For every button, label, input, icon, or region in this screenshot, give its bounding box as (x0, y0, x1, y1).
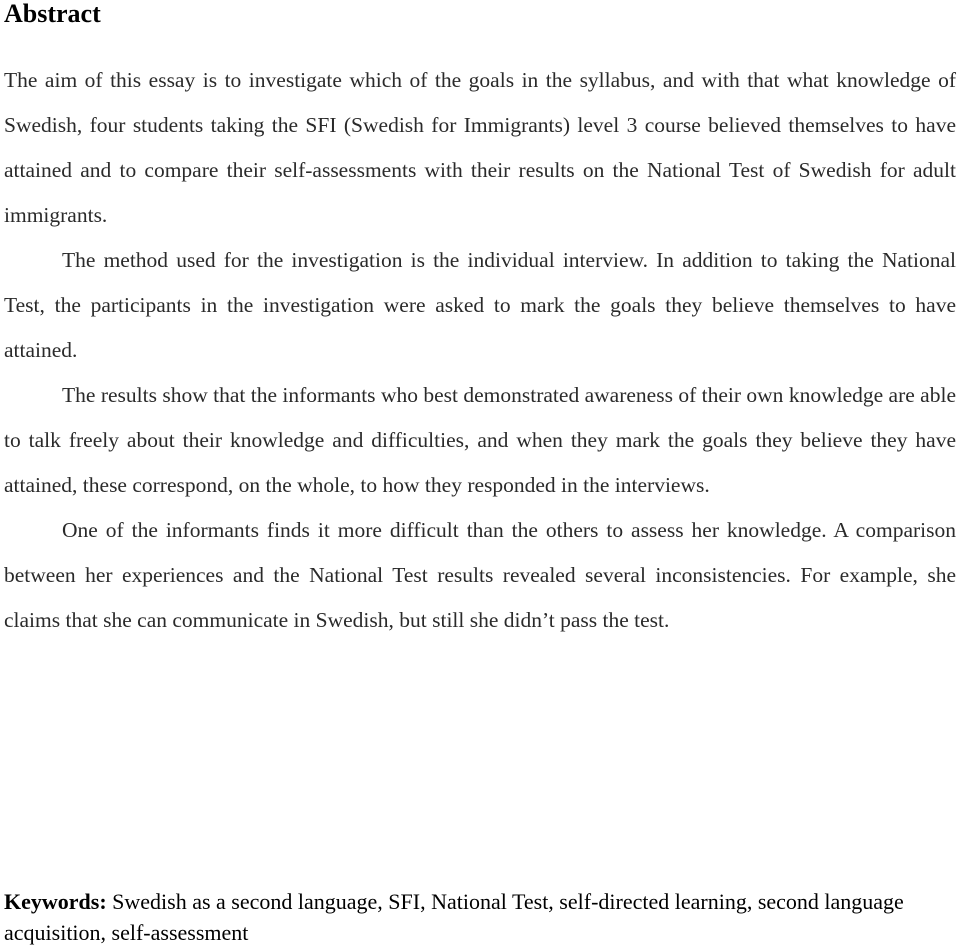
abstract-heading: Abstract (4, 0, 101, 28)
abstract-paragraph-results: The results show that the informants who best demonstrated awareness of their own knowledge are able to talk freely about their knowledge and difficulties, and when they mark the goals they believe they have attained, these correspond, on the whole, to how they responded in the interviews. (4, 383, 956, 497)
abstract-paragraph-informant: One of the informants finds it more difficult than the others to assess her knowledge. A comparison between her experiences and the National Test results revealed several inconsistencies. For example, she claims that she can communicate in Swedish, but still she didn’t pass the test. (4, 518, 956, 632)
abstract-paragraph-method: The method used for the investigation is the individual interview. In addition to taking the National Test, the participants in the investigation were asked to mark the goals they believe themselves to have attained. (4, 248, 956, 362)
document-page (4, 0, 956, 948)
abstract-paragraph-aim: The aim of this essay is to investigate which of the goals in the syllabus, and with that what knowledge of Swedish, four students taking the SFI (Swedish for Immigrants) level 3 course believed themselves to have attained and to compare their self-assessments with their results on the National Test of Swedish for adult immigrants. (4, 68, 956, 227)
keywords-label: Keywords: (4, 889, 107, 914)
keywords-text: Swedish as a second language, SFI, National Test, self-directed learning, second language acquisition, self-assessment (4, 889, 904, 945)
abstract-body (4, 58, 956, 643)
keywords-line (4, 886, 956, 948)
